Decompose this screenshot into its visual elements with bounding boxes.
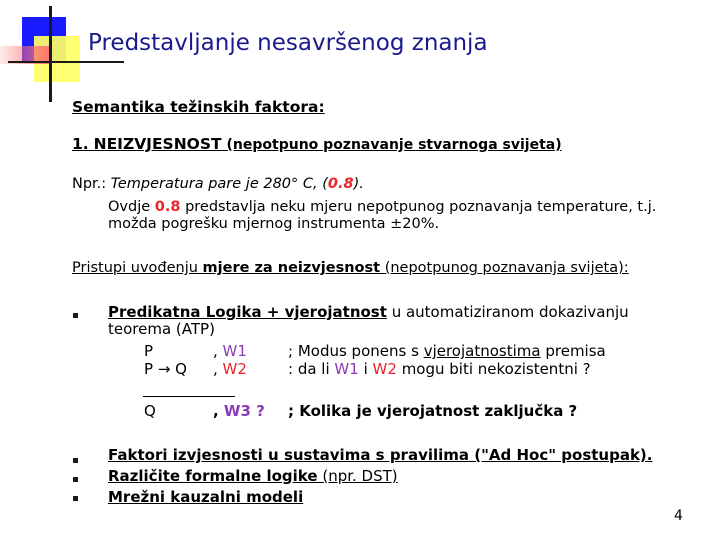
bullet3: [108, 467, 398, 485]
explain-value: 0.8: [154, 199, 181, 215]
bullet-marker: [73, 496, 78, 501]
explain-b: predstavlja neku mjeru nepotpunog poznavanja temperature, t.j.: [185, 199, 657, 215]
vertical-line: [49, 6, 52, 102]
rule-comment3: ; Kolika je vjerojatnost zaključka ?: [288, 402, 578, 420]
bullet-marker: [73, 477, 78, 482]
rule-w2: W2: [217, 360, 247, 378]
fraction-line: [143, 396, 235, 397]
explain-a: Ovdje: [108, 199, 151, 215]
bullet4: Mrežni kauzalni modeli: [108, 488, 304, 506]
explain-line2: možda pogrešku mjernog instrumenta ±20%.: [108, 216, 440, 232]
rule-comment2-w1: W1: [334, 360, 359, 378]
rule-comment1-b: vjerojatnostima: [423, 342, 541, 360]
section-heading: Semantika težinskih faktora:: [72, 98, 325, 116]
item1-number: 1.: [72, 135, 89, 153]
approaches-a: Pristupi uvođenju: [72, 260, 198, 276]
rule-comment2-i: i: [363, 360, 368, 378]
rule-comment2-b: mogu biti nekozistentni ?: [401, 360, 591, 378]
rule-comment2: [288, 360, 591, 378]
rule-p: P: [144, 342, 154, 360]
bullet-marker: [73, 313, 78, 318]
rule-pq: P → Q: [144, 360, 187, 378]
rule-comment1-c: premisa: [545, 342, 606, 360]
bullet1-a: Predikatna Logika + vjerojatnost: [108, 303, 387, 321]
slide-title: Predstavljanje nesavršenog znanja: [88, 30, 488, 56]
rule-w3: W3 ?: [218, 402, 265, 420]
bullet1-line2: teorema (ATP): [108, 320, 215, 338]
rule-comment2-a: : da li: [288, 360, 330, 378]
rule-q: Q: [144, 402, 156, 420]
example-value: 0.8: [327, 176, 354, 192]
example-line: [72, 176, 364, 192]
bullet3-a: Različite formalne logike: [108, 467, 318, 485]
bullet1-b: u automatiziranom dokazivanju: [391, 303, 629, 321]
item1-heading: [72, 135, 562, 153]
rule-w3-line: , W3 ?: [213, 402, 265, 420]
rule-comment2-w2: W2: [372, 360, 397, 378]
bullet1-line1: [108, 303, 629, 321]
horizontal-line: [8, 61, 124, 63]
rule-comment1-a: ; Modus ponens s: [288, 342, 419, 360]
explain-line1: [108, 199, 656, 215]
approaches-c: (nepotpunog poznavanja svijeta):: [384, 260, 629, 276]
rule-w1-line: , W1: [213, 342, 247, 360]
item1-title: NEIZVJESNOST: [93, 135, 222, 153]
example-suffix: ).: [353, 176, 364, 192]
rule-w1: W1: [217, 342, 247, 360]
approaches-line: [72, 260, 629, 276]
bullet3-b: (npr. DST): [322, 467, 398, 485]
item1-subtitle: (nepotpuno poznavanje stvarnoga svijeta): [226, 137, 562, 153]
rule-comment1: [288, 342, 606, 360]
bullet2: Faktori izvjesnosti u sustavima s pravilima ("Ad Hoc" postupak).: [108, 446, 653, 464]
page-number: 4: [674, 508, 683, 524]
approaches-b: mjere za neizvjesnost: [202, 260, 381, 276]
rule-w2-line: , W2: [213, 360, 247, 378]
bullet-marker: [73, 458, 78, 463]
example-text: Temperatura pare je 280° C, (: [110, 176, 328, 192]
example-prefix: Npr.:: [72, 176, 107, 192]
